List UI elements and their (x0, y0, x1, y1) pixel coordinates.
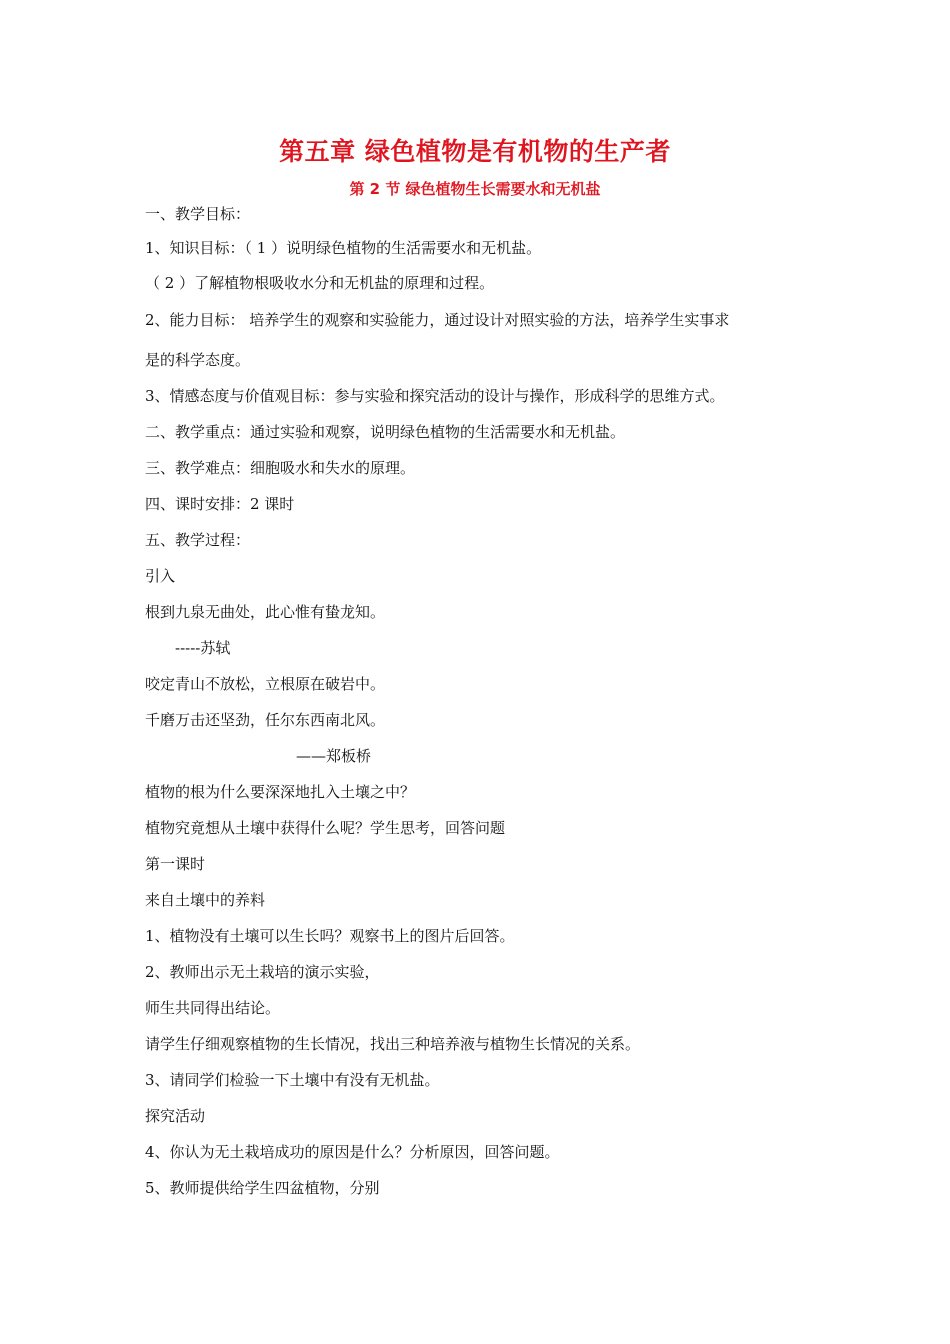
text-line: 咬定青山不放松，立根原在破岩中。 (145, 675, 386, 693)
text-line: 第一课时 (145, 855, 206, 873)
text-line: 根到九泉无曲处，此心惟有蛰龙知。 (145, 603, 386, 621)
text-line: 植物究竟想从土壤中获得什么呢？学生思考，回答问题 (145, 819, 506, 837)
text-line: 是的科学态度。 (145, 351, 251, 369)
text-line: 来自土壤中的养料 (145, 891, 266, 909)
text-line: 千磨万击还坚劲，任尔东西南北风。 (145, 711, 386, 729)
quote-attribution: -----苏轼 (175, 639, 231, 657)
text-line: 引入 (145, 567, 176, 585)
text-line: 3、请同学们检验一下土壤中有没有无机盐。 (145, 1071, 440, 1089)
text-line: 植物的根为什么要深深地扎入土壤之中？ (145, 783, 416, 801)
text-line: 2、教师出示无土栽培的演示实验， (145, 963, 380, 981)
text-line: （ 2 ）了解植物根吸收水分和无机盐的原理和过程。 (145, 274, 495, 292)
text-line: 5、教师提供给学生四盆植物，分别 (145, 1179, 380, 1197)
text-line: 五、教学过程： (145, 531, 251, 549)
text-line: 1、知识目标：（ 1 ）说明绿色植物的生活需要水和无机盐。 (145, 239, 542, 257)
text-line: 2、能力目标： 培养学生的观察和实验能力，通过设计对照实验的方法，培养学生实事求 (145, 311, 730, 329)
text-line: 请学生仔细观察植物的生长情况，找出三种培养液与植物生长情况的关系。 (145, 1035, 641, 1053)
chapter-title: 第五章 绿色植物是有机物的生产者 (279, 137, 671, 166)
text-line: 三、教学难点：细胞吸水和失水的原理。 (145, 459, 416, 477)
text-line: 师生共同得出结论。 (145, 999, 281, 1017)
text-line: 四、课时安排：2 课时 (145, 495, 295, 513)
text-line: 3、情感态度与价值观目标：参与实验和探究活动的设计与操作，形成科学的思维方式。 (145, 387, 725, 405)
text-line: 4、你认为无土栽培成功的原因是什么？分析原因，回答问题。 (145, 1143, 560, 1161)
section-subtitle: 第 2 节 绿色植物生长需要水和无机盐 (349, 180, 601, 198)
text-line: 1、植物没有土壤可以生长吗？观察书上的图片后回答。 (145, 927, 515, 945)
quote-attribution: ——郑板桥 (296, 747, 372, 765)
text-line: 二、教学重点：通过实验和观察，说明绿色植物的生活需要水和无机盐。 (145, 423, 626, 441)
text-line: 一、教学目标： (145, 205, 251, 223)
text-line: 探究活动 (145, 1107, 206, 1125)
